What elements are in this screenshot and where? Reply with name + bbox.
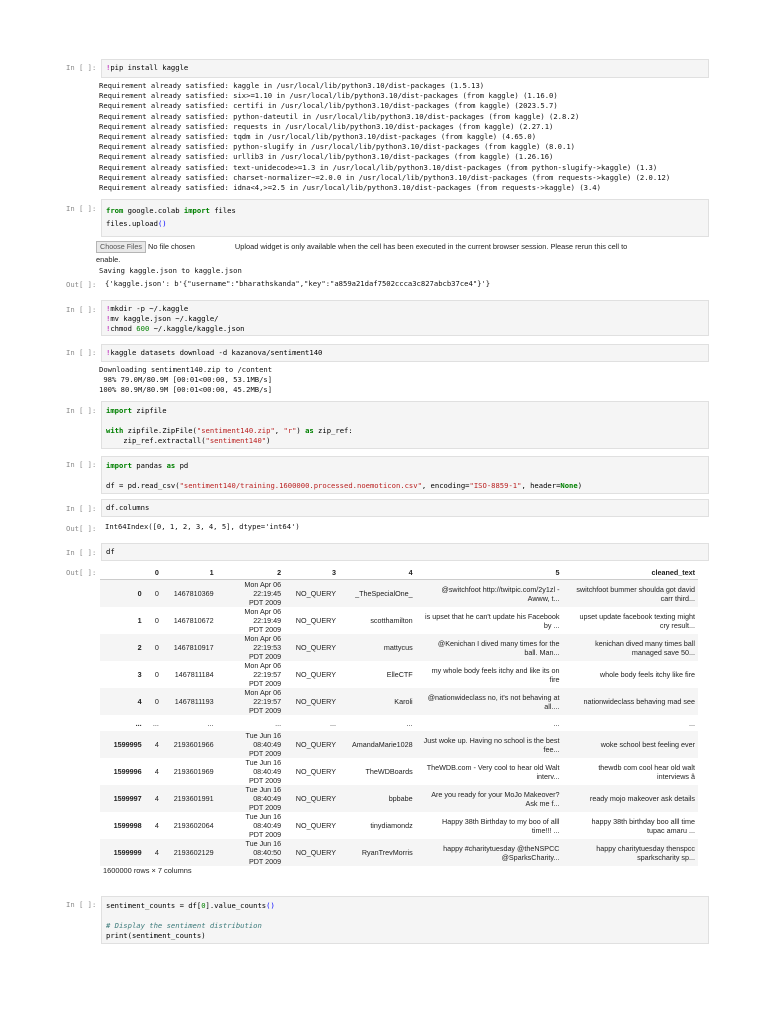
table-cell: NO_QUERY xyxy=(295,643,337,652)
table-cell: Just woke up. Having no school is the best fee... xyxy=(423,735,560,754)
table-cell: _TheSpecialOne_ xyxy=(355,589,413,598)
widget-message-cont: enable. xyxy=(96,255,121,264)
row-index: 1 xyxy=(137,616,142,625)
output-line: Requirement already satisfied: six>=1.10 in /usr/local/lib/python3.10/dist-packages (from kaggle) (1.16.0) xyxy=(99,91,558,101)
table-row xyxy=(100,688,698,715)
table-cell: switchfoot bummer shoulda got david carr third... xyxy=(576,584,695,603)
table-cell: Mon Apr 06 22:19:53 PDT 2009 xyxy=(244,634,282,661)
table-cell: NO_QUERY xyxy=(295,670,337,679)
table-cell: ... xyxy=(152,718,159,728)
table-cell: 0 xyxy=(154,670,159,679)
no-file-label: No file chosen xyxy=(148,242,195,251)
table-cell: 0 xyxy=(154,589,159,598)
table-cell: my whole body feels itchy and like its on fire xyxy=(431,665,560,684)
output-line: Requirement already satisfied: tqdm in /usr/local/lib/python3.10/dist-packages (from kaggle) (4.65.0) xyxy=(99,132,537,142)
table-cell: kenichan dived many times ball managed save 50... xyxy=(595,638,695,657)
column-header xyxy=(100,565,145,580)
row-index: 3 xyxy=(137,670,142,679)
table-cell: NO_QUERY xyxy=(295,794,337,803)
code-editor-df[interactable]: df xyxy=(101,543,709,561)
dataframe-table xyxy=(100,565,698,866)
table-cell: Mon Apr 06 22:19:45 PDT 2009 xyxy=(244,580,282,607)
table-cell: happy charitytuesday thenspcc sparkscharity sp... xyxy=(596,843,695,862)
in-prompt: In [ ]: xyxy=(66,548,97,557)
pip-output xyxy=(99,81,670,193)
table-row xyxy=(100,580,698,608)
upload-result: {'kaggle.json': b'{"username":"bharathskanda","key":"a859a21daf7502ccca3c827abcb37ce4"}'} xyxy=(105,279,491,288)
code-editor-pip[interactable]: !pip install kaggle xyxy=(101,59,709,78)
table-cell: 4 xyxy=(154,740,159,749)
table-cell: 2193601991 xyxy=(173,794,214,803)
table-cell: whole body feels itchy like fire xyxy=(599,670,695,679)
table-cell: Mon Apr 06 22:19:49 PDT 2009 xyxy=(244,607,282,634)
table-cell: ... xyxy=(330,718,337,728)
row-index: 2 xyxy=(137,643,142,652)
output-line: Requirement already satisfied: charset-normalizer~=2.0.0 in /usr/local/lib/python3.10/dist-packages (from requests->kaggle) (2.0.12) xyxy=(99,172,671,182)
table-cell: 1467810369 xyxy=(173,589,214,598)
table-cell: NO_QUERY xyxy=(295,821,337,830)
table-cell: thewdb com cool hear old walt interviews â xyxy=(598,762,695,781)
table-row xyxy=(100,634,698,661)
table-row xyxy=(100,715,698,731)
out-prompt: Out[ ]: xyxy=(66,568,97,577)
table-cell: Happy 38th Birthday to my boo of alll time!!! ... xyxy=(442,816,560,835)
table-cell: 4 xyxy=(154,794,159,803)
table-cell: NO_QUERY xyxy=(295,740,337,749)
output-line: Requirement already satisfied: certifi in /usr/local/lib/python3.10/dist-packages (from kaggle) (2023.5.7) xyxy=(99,101,558,111)
table-cell: 2193602064 xyxy=(173,821,214,830)
row-index: 4 xyxy=(137,697,142,706)
out-prompt: Out[ ]: xyxy=(66,524,97,533)
output-line: Requirement already satisfied: idna<4,>=2.5 in /usr/local/lib/python3.10/dist-packages (from requests->kaggle) (3.4) xyxy=(99,183,601,193)
table-cell: @Kenichan I dived many times for the ball. Man... xyxy=(437,638,560,657)
table-row xyxy=(100,758,698,785)
output-line: Downloading sentiment140.zip to /content xyxy=(99,365,273,374)
table-cell: 2193601966 xyxy=(173,740,214,749)
table-cell: TheWDBoards xyxy=(365,767,413,776)
table-cell: ready mojo makeover ask details xyxy=(589,794,695,803)
row-index: 1599996 xyxy=(113,767,142,776)
table-cell: Tue Jun 16 08:40:49 PDT 2009 xyxy=(245,731,282,758)
column-header: 1 xyxy=(162,565,217,580)
code-editor-setup[interactable]: !mkdir -p ~/.kaggle !mv kaggle.json ~/.kaggle/ !chmod 600 ~/.kaggle/kaggle.json xyxy=(101,300,709,336)
table-cell: 4 xyxy=(154,767,159,776)
table-cell: Tue Jun 16 08:40:49 PDT 2009 xyxy=(245,758,282,785)
table-cell: 1467810917 xyxy=(173,643,214,652)
column-header: 4 xyxy=(339,565,416,580)
table-cell: bpbabe xyxy=(388,794,413,803)
row-index: 1599995 xyxy=(113,740,142,749)
in-prompt: In [ ]: xyxy=(66,406,97,415)
table-cell: nationwideclass behaving mad see xyxy=(583,697,695,706)
in-prompt: In [ ]: xyxy=(66,204,97,213)
table-header-row xyxy=(100,565,698,580)
table-cell: 4 xyxy=(154,848,159,857)
table-cell: @nationwideclass no, it's not behaving at all.... xyxy=(427,692,560,711)
upload-widget xyxy=(96,241,627,253)
table-cell: 0 xyxy=(154,643,159,652)
in-prompt: In [ ]: xyxy=(66,900,97,909)
table-cell: woke school best feeling ever xyxy=(600,740,695,749)
output-line: Requirement already satisfied: kaggle in /usr/local/lib/python3.10/dist-packages (1.5.13) xyxy=(99,81,485,90)
table-cell: 0 xyxy=(154,697,159,706)
output-line: Requirement already satisfied: urllib3 in /usr/local/lib/python3.10/dist-packages (from kaggle) (1.26.16) xyxy=(99,152,554,162)
column-header: 2 xyxy=(217,565,285,580)
column-header: 0 xyxy=(145,565,162,580)
code-editor-download[interactable]: !kaggle datasets download -d kazanova/sentiment140 xyxy=(101,344,709,362)
column-header: cleaned_text xyxy=(562,565,698,580)
table-row xyxy=(100,839,698,866)
code-editor-read-csv[interactable]: import pandas as pd df = pd.read_csv("sentiment140/training.1600000.processed.noemoticon.csv", encoding="ISO-8859-1", header=None) xyxy=(101,456,709,494)
table-cell: ... xyxy=(275,718,282,728)
in-prompt: In [ ]: xyxy=(66,460,97,469)
table-cell: happy #charitytuesday @theNSPCC @SparksCharity... xyxy=(443,843,560,862)
table-cell: Tue Jun 16 08:40:49 PDT 2009 xyxy=(245,785,282,812)
table-cell: happy 38th birthday boo alll time tupac amaru ... xyxy=(591,816,695,835)
table-cell: ElleCTF xyxy=(386,670,413,679)
output-line: Requirement already satisfied: text-unidecode>=1.3 in /usr/local/lib/python3.10/dist-packages (from python-slugify->kaggle) (1.3) xyxy=(99,162,658,172)
table-row xyxy=(100,731,698,758)
table-row xyxy=(100,812,698,839)
in-prompt: In [ ]: xyxy=(66,504,97,513)
table-cell: NO_QUERY xyxy=(295,848,337,857)
download-output xyxy=(99,365,272,396)
table-cell: @switchfoot http://twitpic.com/2y1zl - Awww, t... xyxy=(441,584,560,603)
column-header: 5 xyxy=(416,565,563,580)
table-cell: 0 xyxy=(154,616,159,625)
table-cell: NO_QUERY xyxy=(295,589,337,598)
table-cell: scotthamilton xyxy=(370,616,413,625)
table-cell: NO_QUERY xyxy=(295,616,337,625)
table-cell: AmandaMarie1028 xyxy=(351,740,413,749)
table-cell: 2193602129 xyxy=(173,848,214,857)
table-cell: upset update facebook texting might cry result... xyxy=(579,611,695,630)
in-prompt: In [ ]: xyxy=(66,305,97,314)
table-cell: ... xyxy=(689,718,695,728)
table-cell: is upset that he can't update his Facebook by ... xyxy=(425,611,560,630)
choose-files-button[interactable]: Choose Files xyxy=(96,241,146,253)
table-cell: 4 xyxy=(154,821,159,830)
table-cell: Tue Jun 16 08:40:49 PDT 2009 xyxy=(245,812,282,839)
table-cell: tinydiamondz xyxy=(370,821,413,830)
output-line: Requirement already satisfied: python-dateutil in /usr/local/lib/python3.10/dist-packages (from kaggle) (2.8.2) xyxy=(99,111,580,121)
table-cell: Mon Apr 06 22:19:57 PDT 2009 xyxy=(244,688,282,715)
code-editor-zipfile[interactable]: import zipfile with zipfile.ZipFile("sentiment140.zip", "r") as zip_ref: zip_ref.extractall("sentiment140") xyxy=(101,401,709,449)
table-cell: NO_QUERY xyxy=(295,767,337,776)
table-cell: Karoli xyxy=(394,697,413,706)
table-cell: Are you ready for your MoJo Makeover? Ask me f... xyxy=(431,789,560,808)
dataframe-shape: 1600000 rows × 7 columns xyxy=(103,866,192,875)
saving-output: Saving kaggle.json to kaggle.json xyxy=(99,266,242,275)
out-prompt: Out[ ]: xyxy=(66,280,97,289)
table-cell: TheWDB.com - Very cool to hear old Walt interv... xyxy=(426,762,560,781)
row-index: 1599997 xyxy=(113,794,142,803)
table-row xyxy=(100,607,698,634)
table-cell: 1467810672 xyxy=(173,616,214,625)
code-editor-columns[interactable]: df.columns xyxy=(101,499,709,517)
row-index: ... xyxy=(135,718,142,728)
code-editor-value-counts[interactable]: sentiment_counts = df[0].value_counts() # Display the sentiment distribution print(sentiment_counts) xyxy=(101,896,709,944)
row-index: 1599998 xyxy=(113,821,142,830)
table-cell: 2193601969 xyxy=(173,767,214,776)
output-line: 98% 79.0M/80.9M [00:01<00:00, 53.1MB/s] xyxy=(99,375,273,385)
row-index: 1599999 xyxy=(113,848,142,857)
table-cell: ... xyxy=(207,718,214,728)
table-row xyxy=(100,785,698,812)
columns-output: Int64Index([0, 1, 2, 3, 4, 5], dtype='int64') xyxy=(105,522,300,531)
column-header: 3 xyxy=(284,565,339,580)
output-line: Requirement already satisfied: python-slugify in /usr/local/lib/python3.10/dist-packages (from kaggle) (8.0.1) xyxy=(99,142,575,152)
table-cell: Tue Jun 16 08:40:50 PDT 2009 xyxy=(245,839,282,866)
table-cell: 1467811184 xyxy=(174,670,214,679)
table-cell: mattycus xyxy=(383,643,413,652)
in-prompt: In [ ]: xyxy=(66,63,97,72)
code-editor-upload[interactable]: from google.colab import files files.upload() xyxy=(101,199,709,237)
table-cell: ... xyxy=(406,718,413,728)
table-cell: NO_QUERY xyxy=(295,697,337,706)
in-prompt: In [ ]: xyxy=(66,348,97,357)
output-line: 100% 80.9M/80.9M [00:01<00:00, 45.2MB/s] xyxy=(99,385,273,395)
row-index: 0 xyxy=(137,589,142,598)
table-row xyxy=(100,661,698,688)
table-cell: 1467811193 xyxy=(174,697,214,706)
table-cell: ... xyxy=(553,718,560,728)
table-cell: Mon Apr 06 22:19:57 PDT 2009 xyxy=(244,661,282,688)
table-cell: RyanTrevMorris xyxy=(361,848,413,857)
widget-message: Upload widget is only available when the cell has been executed in the current browser session. Please rerun this cell to xyxy=(234,242,628,251)
output-line: Requirement already satisfied: requests in /usr/local/lib/python3.10/dist-packages (from kaggle) (2.27.1) xyxy=(99,121,554,131)
